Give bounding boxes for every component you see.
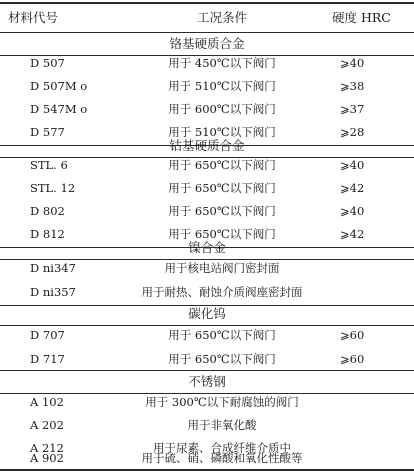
hardness-value: ⩾60 xyxy=(340,328,365,342)
working-condition: 用于 300℃以下耐腐蚀的阀门 xyxy=(145,395,299,409)
header-hardness: 硬度 HRC xyxy=(332,10,391,25)
working-condition: 用于 650℃以下阀门 xyxy=(168,352,276,366)
hardness-value: ⩾42 xyxy=(340,181,365,195)
table-row xyxy=(0,391,414,414)
table-row xyxy=(0,324,414,347)
bottom-rule xyxy=(0,469,414,471)
material-code: D ni347 xyxy=(30,261,76,275)
hardness-value: ⩾38 xyxy=(340,79,365,93)
hardness-value: ⩾40 xyxy=(340,56,365,70)
material-code: A 102 xyxy=(30,395,64,409)
hardness-value: ⩾60 xyxy=(340,352,365,366)
material-code: STL. 6 xyxy=(30,158,68,172)
table-row xyxy=(0,98,414,121)
material-code: D 707 xyxy=(30,328,65,342)
table-row xyxy=(0,200,414,223)
group-title-tungsten-carbide: 碳化钨 xyxy=(188,306,226,321)
table-header xyxy=(0,6,414,29)
group-title-cobalt: 钴基硬质合金 xyxy=(169,138,245,153)
working-condition: 用于 650℃以下阀门 xyxy=(168,227,276,241)
working-condition: 用于 650℃以下阀门 xyxy=(168,181,276,195)
table-row xyxy=(0,177,414,200)
material-code: D ni357 xyxy=(30,285,76,299)
group-title-chromium: 铬基硬质合金 xyxy=(169,36,245,51)
hardness-value: ⩾28 xyxy=(340,125,365,139)
working-condition: 用于 650℃以下阀门 xyxy=(168,328,276,342)
working-condition: 用于 600℃以下阀门 xyxy=(168,102,276,116)
table-row xyxy=(0,447,414,470)
hardness-value: ⩾42 xyxy=(340,227,365,241)
table-row xyxy=(0,257,414,280)
table-row xyxy=(0,154,414,177)
material-code: STL. 12 xyxy=(30,181,76,195)
working-condition: 用于耐热、耐蚀介质阀座密封面 xyxy=(141,285,303,299)
material-code: D 717 xyxy=(30,352,65,366)
material-code: D 802 xyxy=(30,204,65,218)
working-condition: 用于 510℃以下阀门 xyxy=(168,125,276,139)
hardness-value: ⩾40 xyxy=(340,158,365,172)
table-row xyxy=(0,414,414,437)
hardness-value: ⩾37 xyxy=(340,102,365,116)
material-code: D 547M o xyxy=(30,102,88,116)
table-row xyxy=(0,348,414,371)
header-working-condition: 工况条件 xyxy=(196,10,247,25)
working-condition: 用于尿素、合成纤维介质中 xyxy=(153,441,291,455)
table-row xyxy=(0,52,414,75)
material-code: A 202 xyxy=(30,418,64,432)
table-row xyxy=(0,281,414,304)
working-condition: 用于非氧化酸 xyxy=(187,418,257,432)
hardness-value: ⩾40 xyxy=(340,204,365,218)
working-condition: 用于 650℃以下阀门 xyxy=(168,204,276,218)
working-condition: 用于 450℃以下阀门 xyxy=(168,56,276,70)
material-code: A 212 xyxy=(30,441,64,455)
material-code: D 507M o xyxy=(30,79,88,93)
material-code: A 902 xyxy=(30,451,64,465)
working-condition: 用于 510℃以下阀门 xyxy=(168,79,276,93)
material-code: D 577 xyxy=(30,125,65,139)
top-rule xyxy=(0,2,414,4)
table-row xyxy=(0,75,414,98)
group-title-stainless-steel: 不锈钢 xyxy=(188,374,226,389)
material-code: D 507 xyxy=(30,56,65,70)
working-condition: 用于 650℃以下阀门 xyxy=(168,158,276,172)
working-condition: 用于硫、硝、磷酸和氧化性酸等 xyxy=(141,451,303,465)
group-title-nickel: 镍合金 xyxy=(188,240,226,255)
material-code: D 812 xyxy=(30,227,65,241)
working-condition: 用于核电站阀门密封面 xyxy=(164,261,280,275)
header-material-code: 材料代号 xyxy=(8,10,59,25)
